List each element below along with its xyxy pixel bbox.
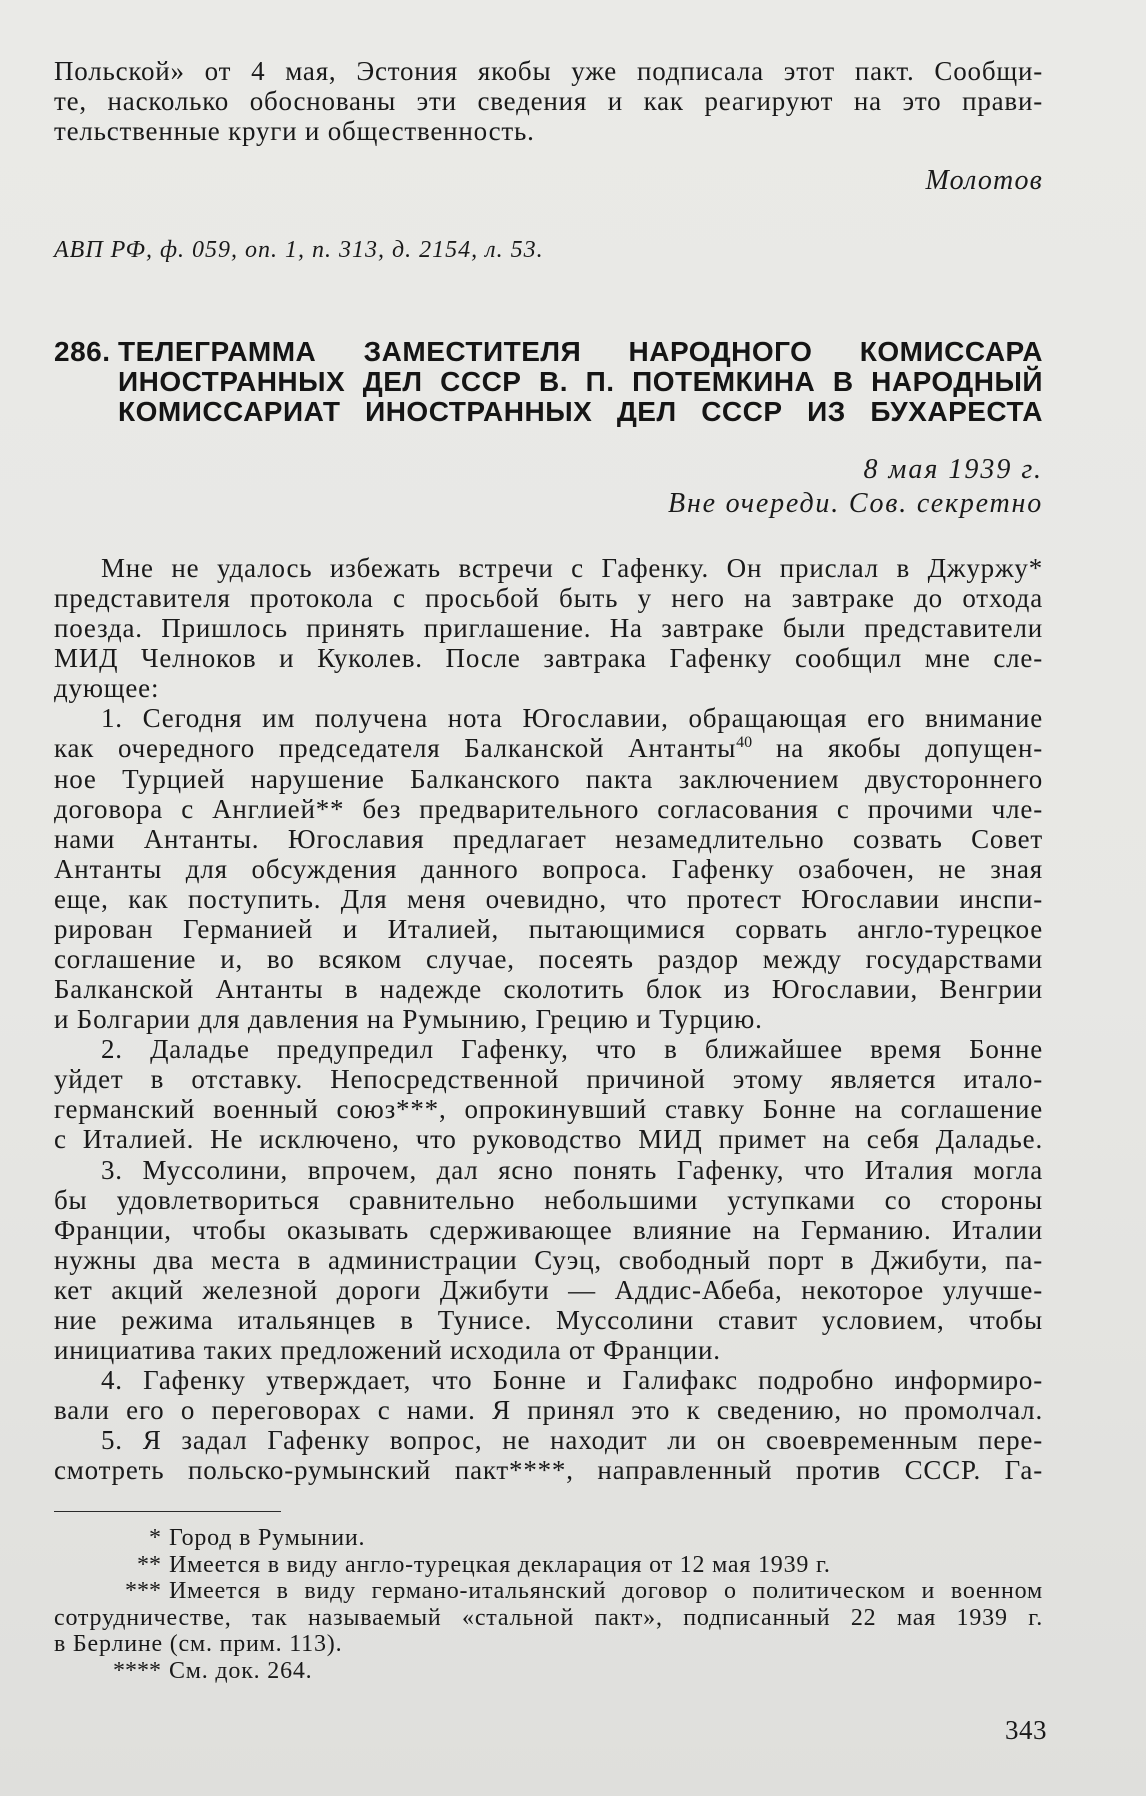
body-paragraph — [54, 1155, 1043, 1366]
body-line: 5. Я задал Гафенку вопрос, не находит ли он своевременным пере- — [101, 1425, 1043, 1456]
body-line: поезда. Пришлось принять приглашение. На завтраке были представители — [54, 613, 1043, 644]
body-line: нами Антанты. Югославия предлагает незамедлительно созвать Совет — [54, 823, 1043, 854]
document-date: 8 мая 1939 г. — [863, 454, 1043, 485]
body-line: 2. Даладье предупредил Гафенку, что в ближайшее время Бонне — [101, 1034, 1043, 1065]
footnote — [54, 1658, 1043, 1685]
document-number: 286. — [54, 336, 111, 367]
body-paragraph — [54, 553, 1043, 703]
footnote-text: Имеется в виду англо-турецкая декларация от 12 мая 1939 г. — [169, 1551, 831, 1578]
footnote-line: в Берлине (см. прим. 113). — [54, 1631, 343, 1658]
body-line: нужны два места в администрации Суэц, свободный порт в Джибути, па- — [54, 1244, 1043, 1275]
body-line: уйдет в отставку. Непосредственной причиной этому является итало- — [54, 1064, 1043, 1095]
body-line: МИД Челноков и Куколев. После завтрака Гафенку сообщил мне сле- — [54, 643, 1043, 674]
footnotes — [54, 1525, 1043, 1685]
text-line: Польской» от 4 мая, Эстония якобы уже подписала этот пакт. Сообщи- — [54, 56, 1043, 86]
line-text: как очередного председателя Балканской Антанты — [54, 733, 737, 764]
body-line: представителя протокола с просьбой быть у него на завтраке до отхода — [54, 583, 1043, 614]
body-line: ное Турцией нарушение Балканского пакта заключением двустороннего — [54, 763, 1043, 794]
document-title-line: ИНОСТРАННЫХ ДЕЛ СССР В. П. ПОТЕМКИНА В НАРОДНЫЙ — [118, 366, 1043, 397]
document-title-line: КОМИССАРИАТ ИНОСТРАННЫХ ДЕЛ СССР ИЗ БУХАРЕСТА — [118, 396, 1043, 427]
footnote-marker: * — [149, 1525, 161, 1551]
line-text: на якобы допущен- — [752, 733, 1043, 764]
footnote-marker: *** — [125, 1578, 161, 1605]
body-line: германский военный союз***, опрокинувший ставку Бонне на соглашение — [54, 1094, 1043, 1125]
endnote-reference: 40 — [736, 734, 753, 752]
footnote-line: сотрудничестве, так называемый «стальной пакт», подписанный 22 мая 1939 г. — [54, 1604, 1043, 1631]
body-paragraph — [54, 1034, 1043, 1154]
body-line: договора с Англией** без предварительного согласования с прочими чле- — [54, 793, 1043, 824]
body-line: инициатива таких предложений исходила от Франции. — [54, 1335, 721, 1366]
page-number: 343 — [1005, 1715, 1047, 1745]
body-line: соглашение и, во всяком случае, посеять раздор между государствами — [54, 944, 1043, 975]
body-line: смотреть польско-румынский пакт****, направленный против СССР. Га- — [54, 1455, 1043, 1486]
body-paragraph — [54, 703, 1043, 1034]
body-line: кет акций железной дороги Джибути — Аддис-Абеба, некоторое улучше- — [54, 1274, 1043, 1305]
footnote-text: См. док. 264. — [169, 1657, 313, 1684]
text-line: те, насколько обоснованы эти сведения и как реагируют на это прави- — [54, 86, 1043, 117]
footnote-text: Имеется в виду германо-итальянский договор о политическом и военном — [169, 1578, 1043, 1605]
body-line — [54, 733, 1043, 763]
body-line: рирован Германией и Италией, пытающимися сорвать англо-турецкое — [54, 913, 1043, 944]
document-body — [54, 553, 1043, 1485]
footnote-marker: **** — [113, 1657, 161, 1684]
footnote-marker: ** — [137, 1551, 161, 1578]
body-paragraph — [54, 1365, 1043, 1425]
body-line: 3. Муссолини, впрочем, дал ясно понять Гафенку, что Италия могла — [101, 1154, 1043, 1185]
body-line: 1. Сегодня им получена нота Югославии, обращающая его внимание — [101, 703, 1043, 734]
signature: Молотов — [925, 165, 1043, 196]
footnote — [54, 1525, 1043, 1552]
body-line: ние режима итальянцев в Тунисе. Муссолини ставит условием, чтобы — [54, 1304, 1043, 1335]
body-line: вали его о переговорах с нами. Я принял это к сведению, но промолчал. — [54, 1395, 1043, 1426]
body-line: 4. Гафенку утверждает, что Бонне и Галифакс подробно информиро- — [101, 1365, 1043, 1396]
continued-paragraph — [54, 56, 1043, 146]
footnote-rule — [54, 1511, 281, 1512]
text-line: тельственные круги и общественность. — [54, 116, 535, 147]
body-line: Франции, чтобы оказывать сдерживающее влияние на Германию. Италии — [54, 1214, 1043, 1245]
body-line: еще, как поступить. Для меня очевидно, что протест Югославии инспи- — [54, 883, 1043, 914]
body-line: Балканской Антанты в надежде сколотить блок из Югославии, Венгрии — [54, 974, 1043, 1005]
body-line: Антанты для обсуждения данного вопроса. Гафенку озабочен, не зная — [54, 853, 1043, 884]
footnote-text: Город в Румынии. — [169, 1525, 366, 1551]
footnote — [54, 1552, 1043, 1579]
classification-note: Вне очереди. Сов. секретно — [668, 488, 1043, 519]
document-title-line: ТЕЛЕГРАММА ЗАМЕСТИТЕЛЯ НАРОДНОГО КОМИССАРА — [118, 336, 1043, 367]
document-heading — [54, 337, 1043, 427]
body-line: и Болгарии для давления на Румынию, Грецию и Турцию. — [54, 1004, 763, 1035]
footnote — [54, 1578, 1043, 1658]
body-line: бы удовлетвориться сравнительно небольшими уступками со стороны — [54, 1184, 1043, 1215]
body-line: дующее: — [54, 673, 160, 704]
body-line: Мне не удалось избежать встречи с Гафенку. Он прислал в Джуржу* — [101, 553, 1043, 583]
body-paragraph — [54, 1425, 1043, 1485]
archive-reference: АВП РФ, ф. 059, оп. 1, п. 313, д. 2154, л. 53. — [54, 237, 544, 263]
footnote-line — [54, 1578, 1043, 1605]
body-line: с Италией. Не исключено, что руководство МИД примет на себя Даладье. — [54, 1124, 1043, 1155]
